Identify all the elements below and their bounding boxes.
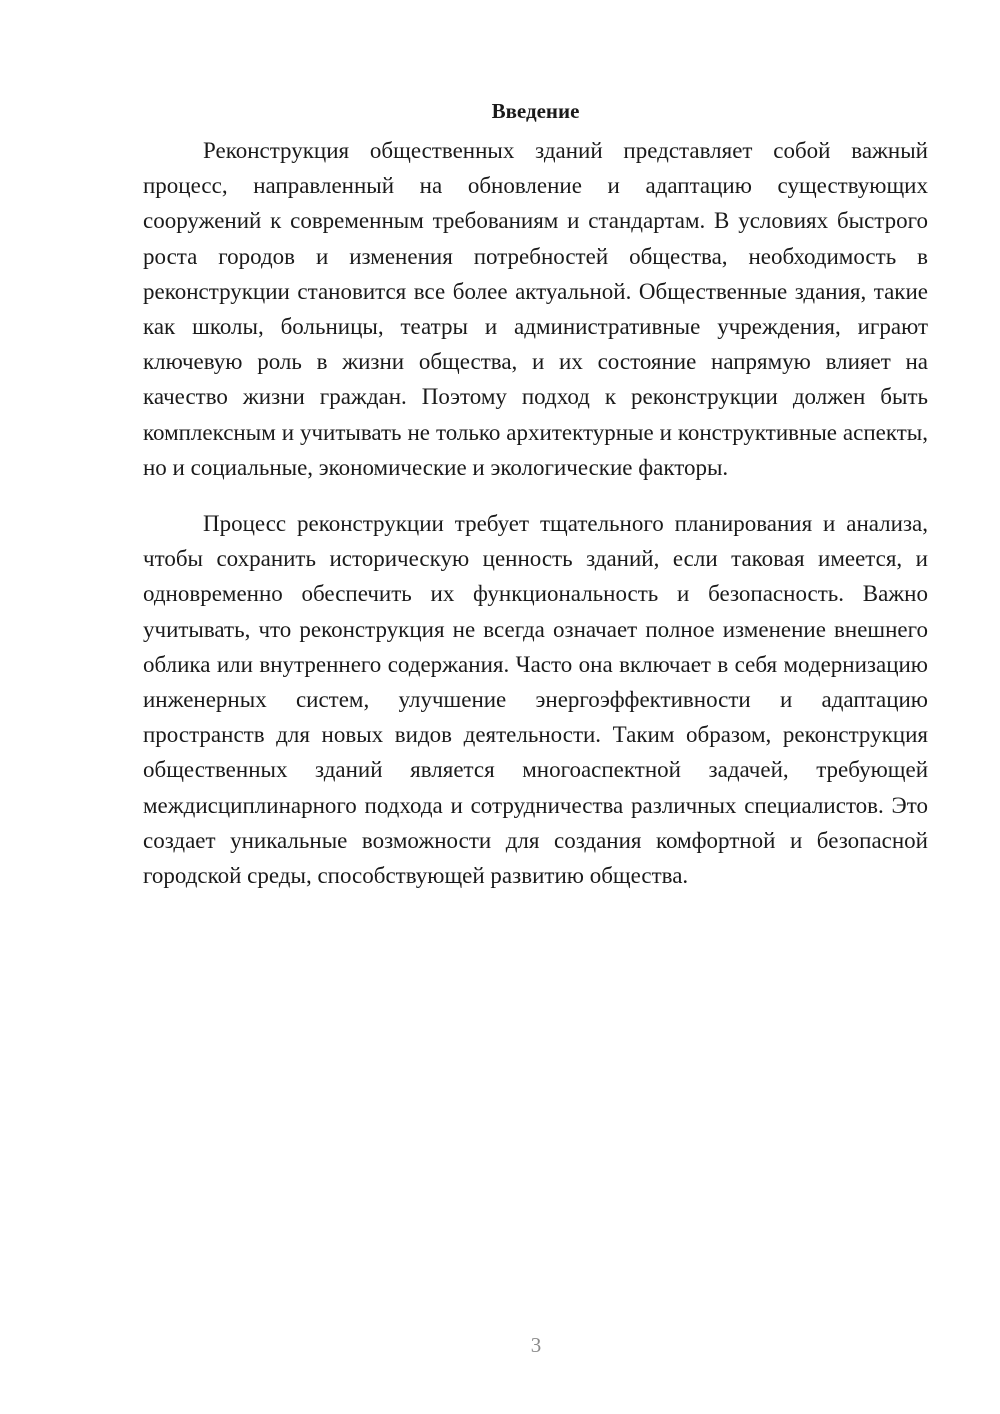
paragraph-2: Процесс реконструкции требует тщательного планирования и анализа, чтобы сохранить историческую ценность зданий, если таковая имеется, и одновременно обеспечить их функциональность и безопасность. Важно учитывать, что реконструкция не всегда означает полное изменение внешнего облика или внутреннего содержания. Часто она включает в себя модернизацию инженерных систем, улучшение энергоэффективности и адаптацию пространств для новых видов деятельности. Таким образом, реконструкция общественных зданий является многоаспектной задачей, требующей междисциплинарного подхода и сотрудничества различных специалистов. Это создает уникальные возможности для создания комфортной и безопасной городской среды, способствующей развитию общества. [143, 511, 928, 889]
paragraph-1: Реконструкция общественных зданий представляет собой важный процесс, направленный на обновление и адаптацию существующих сооружений к современным требованиям и стандартам. В условиях быстрого роста городов и изменения потребностей общества, необходимость в реконструкции становится все более актуальной. Общественные здания, такие как школы, больницы, театры и административные учреждения, играют ключевую роль в жизни общества, и их состояние напрямую влияет на качество жизни граждан. Поэтому подход к реконструкции должен быть комплексным и учитывать не только архитектурные и конструктивные аспекты, но и социальные, экономические и экологические факторы. [143, 138, 928, 480]
page-content [143, 96, 928, 893]
page-number: 3 [530, 1333, 542, 1357]
section-heading: Введение [491, 99, 580, 123]
